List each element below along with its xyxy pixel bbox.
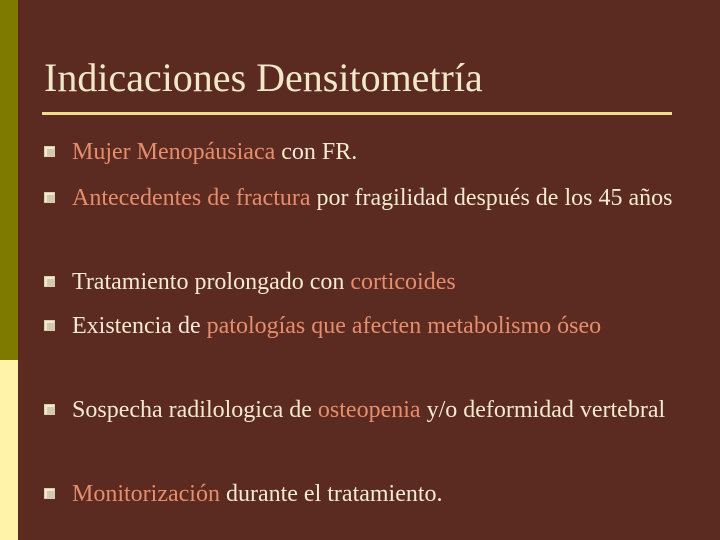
bullet-text [44,306,684,346]
bullet-text [44,178,684,218]
side-accent-bar [0,0,18,540]
bullet-item [44,306,684,346]
side-accent-top [0,0,18,360]
highlighted-text: corticoides [350,269,456,295]
bullet-item [44,132,684,172]
square-bullet-icon [44,320,55,331]
bullet-item [44,474,684,514]
bullet-text [44,132,684,172]
bullet-text [44,390,684,430]
plain-text: con FR. [275,139,358,165]
plain-text: Tratamiento prolongado con [72,269,351,295]
highlighted-text: patologías que afecten metabolismo óseo [206,313,602,339]
square-bullet-icon [44,488,55,499]
highlighted-text: Antecedentes de fractura [72,185,311,211]
plain-text: por fragilidad después de los 45 años [310,185,673,211]
plain-text: Sospecha radilologica de [72,397,318,423]
title-underline [42,112,672,115]
plain-text: Existencia de [72,313,207,339]
side-accent-bottom [0,360,18,540]
square-bullet-icon [44,276,55,287]
square-bullet-icon [44,404,55,415]
square-bullet-icon [44,146,55,157]
highlighted-text: Mujer Menopáusiaca [72,139,276,165]
bullet-item [44,178,684,218]
bullet-text [44,474,684,514]
highlighted-text: osteopenia [317,397,421,423]
bullet-text [44,262,684,302]
bullet-item [44,390,684,430]
highlighted-text: Monitorización [72,481,220,507]
plain-text: durante el tratamiento. [219,481,443,507]
square-bullet-icon [44,192,55,203]
slide-title: Indicaciones Densitometría [44,55,483,100]
bullet-item [44,262,684,302]
plain-text: y/o deformidad vertebral [420,397,666,423]
